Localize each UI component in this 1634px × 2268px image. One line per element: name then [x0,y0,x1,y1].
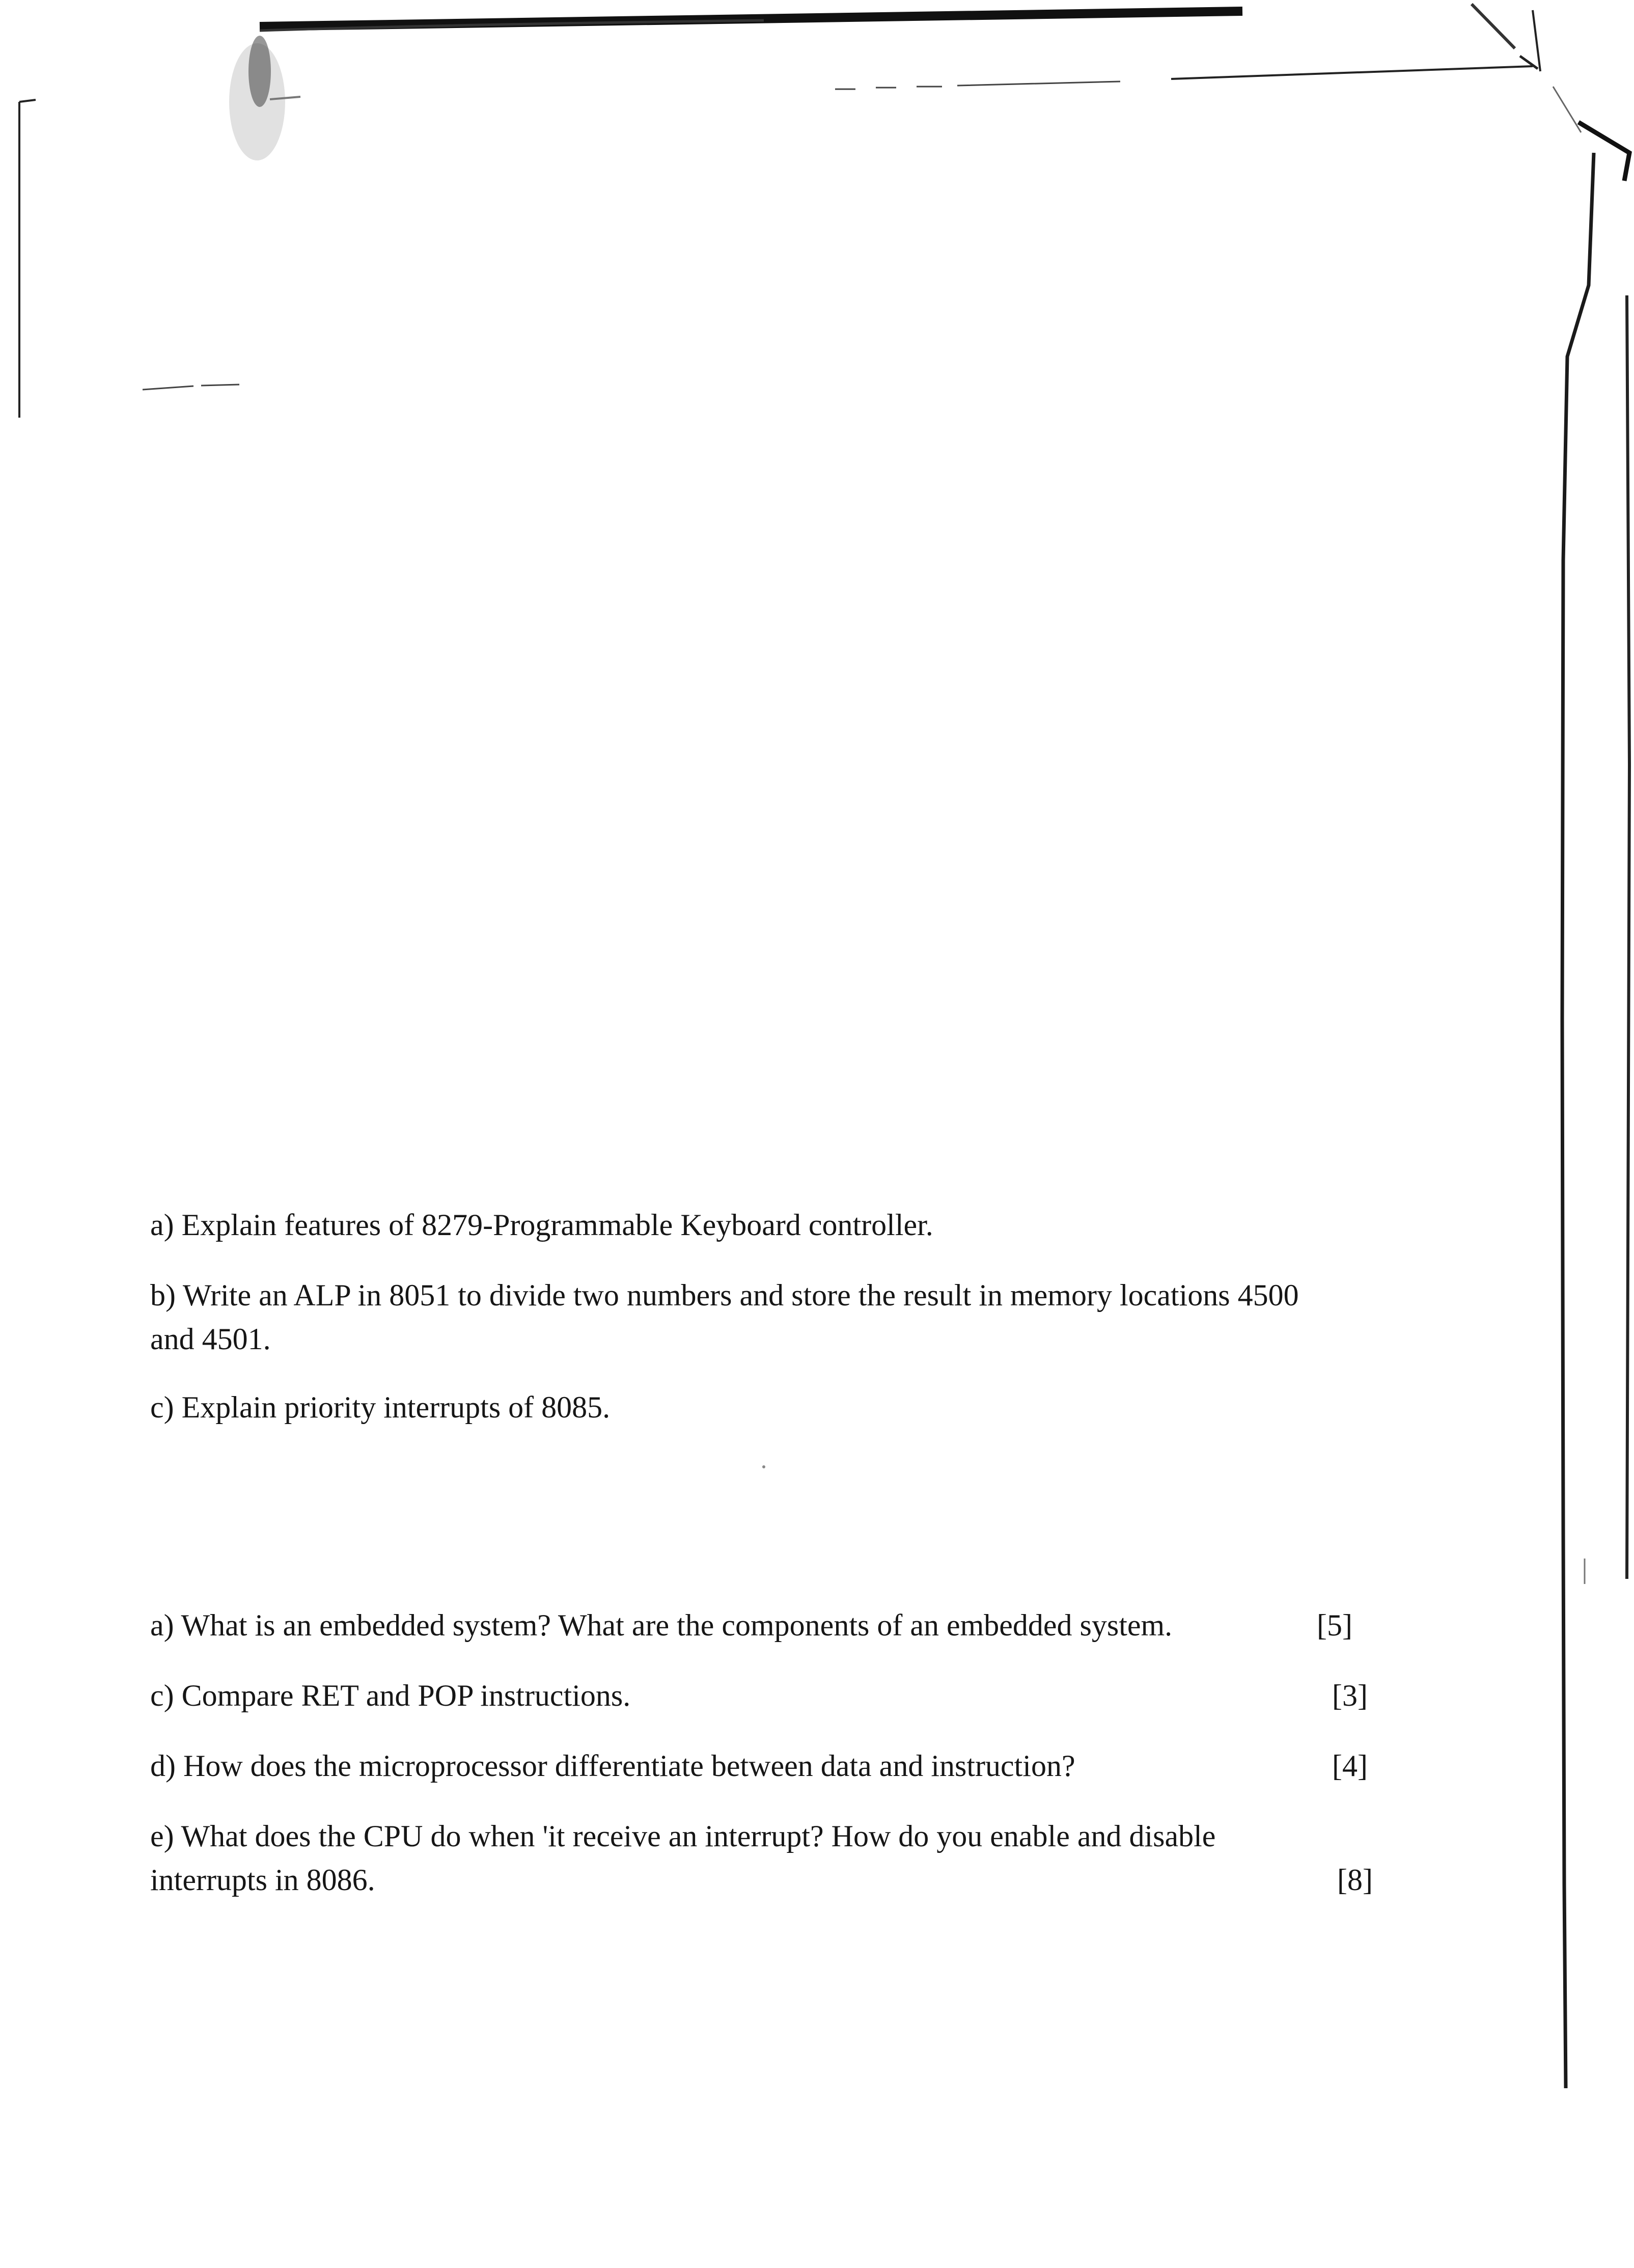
question-text: Write an ALP in 8051 to divide two numbers and store the result in memory locations 4500 [182,1278,1299,1312]
question-text: Compare RET and POP instructions. [181,1679,631,1712]
question-1c [150,1385,610,1429]
question-label: a) [150,1608,174,1642]
question-text: What does the CPU do when 'it receive an interrupt? How do you enable and disable [181,1819,1216,1853]
question-2a [150,1603,1172,1647]
question-1b-continuation [150,1317,271,1361]
marks-badge: [4] [1332,1749,1368,1783]
question-label: c) [150,1390,174,1424]
question-label: c) [150,1679,174,1712]
question-2d [150,1744,1075,1788]
question-2e [150,1814,1215,1858]
question-label: d) [150,1749,176,1783]
question-text: What is an embedded system? What are the components of an embedded system. [181,1608,1173,1642]
question-label: a) [150,1208,174,1242]
question-2c [150,1674,630,1717]
marks-badge: [8] [1337,1863,1373,1897]
question-text: Explain features of 8279-Programmable Keyboard controller. [181,1208,933,1242]
marks-badge: [5] [1317,1608,1352,1642]
question-text: interrupts in 8086. [150,1863,375,1897]
question-label: e) [150,1819,174,1853]
question-text: How does the microprocessor differentiate between data and instruction? [183,1749,1075,1783]
question-2e-continuation [150,1858,375,1902]
question-1b [150,1273,1299,1317]
marks-badge: [3] [1332,1679,1368,1712]
question-text: Explain priority interrupts of 8085. [181,1390,611,1424]
question-label: b) [150,1278,176,1312]
question-text: and 4501. [150,1322,271,1356]
question-1a [150,1203,933,1247]
